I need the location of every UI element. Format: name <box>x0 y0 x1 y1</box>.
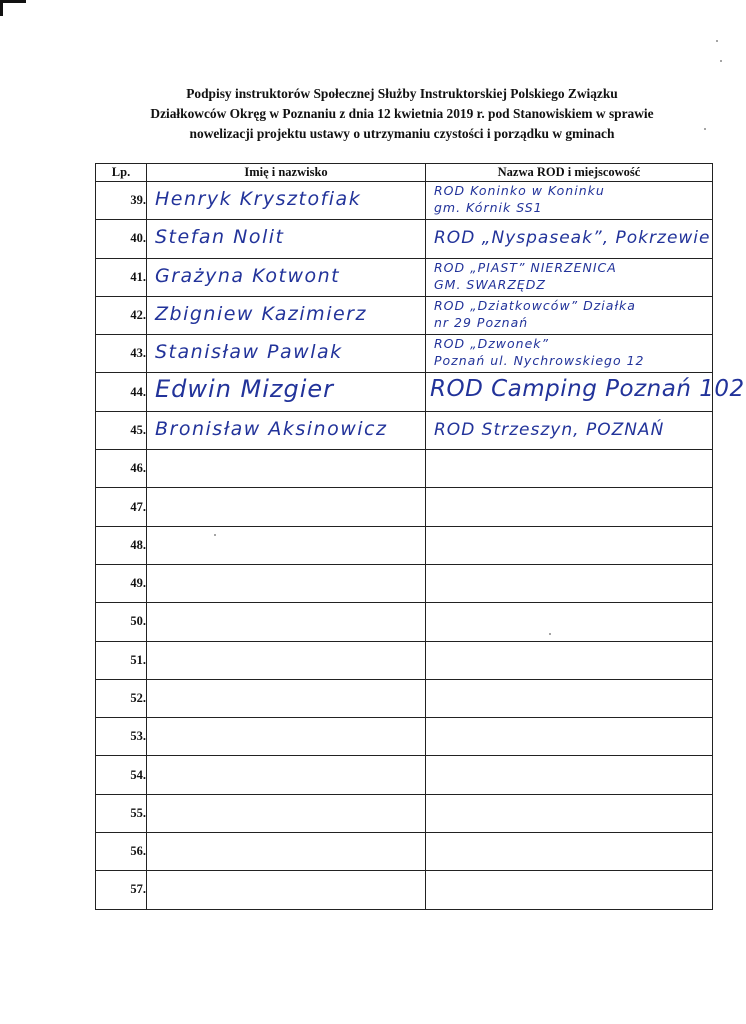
row-number: 44. <box>96 373 147 411</box>
handwritten-rod-line: gm. Kórnik SS1 <box>434 200 543 215</box>
rod-cell <box>426 871 713 909</box>
handwritten-name: Stefan Nolit <box>155 226 285 249</box>
handwritten-rod-line: Poznań ul. Nychrowskiego 12 <box>434 353 645 369</box>
column-header-rod: Nazwa ROD i miejscowość <box>426 164 713 182</box>
table-row <box>96 258 713 296</box>
row-number: 41. <box>96 258 147 296</box>
handwritten-rod-line: GM. SWARZĘDZ <box>434 276 546 292</box>
rod-cell <box>426 679 713 717</box>
scan-speck <box>720 60 722 62</box>
table-row <box>96 794 713 832</box>
rod-cell <box>426 756 713 794</box>
name-cell <box>147 526 426 564</box>
name-cell <box>147 220 426 258</box>
name-cell <box>147 641 426 679</box>
rod-cell <box>426 526 713 564</box>
handwritten-rod-line: ROD „Dzwonek” <box>434 336 549 352</box>
table-row <box>96 641 713 679</box>
rod-cell <box>426 641 713 679</box>
name-cell <box>147 450 426 488</box>
rod-cell <box>426 335 713 373</box>
table-row <box>96 220 713 258</box>
row-number: 43. <box>96 335 147 373</box>
handwritten-name: Zbigniew Kazimierz <box>155 302 367 325</box>
rod-cell <box>426 488 713 526</box>
name-cell <box>147 296 426 334</box>
row-number: 53. <box>96 718 147 756</box>
row-number: 52. <box>96 679 147 717</box>
handwritten-name: Bronisław Aksinowicz <box>155 417 388 440</box>
row-number: 55. <box>96 794 147 832</box>
handwritten-name: Henryk Krysztofiak <box>155 188 362 210</box>
name-cell <box>147 871 426 909</box>
row-number: 42. <box>96 296 147 334</box>
header-line-2: Działkowców Okręg w Poznaniu z dnia 12 kwietnia 2019 r. pod Stanowiskiem w sprawie <box>150 106 654 121</box>
table-row <box>96 756 713 794</box>
row-number: 49. <box>96 564 147 602</box>
handwritten-rod-line: nr 29 Poznań <box>434 314 529 330</box>
row-number: 40. <box>96 220 147 258</box>
rod-cell <box>426 450 713 488</box>
rod-cell <box>426 718 713 756</box>
table-row <box>96 450 713 488</box>
name-cell <box>147 335 426 373</box>
table-row <box>96 488 713 526</box>
row-number: 50. <box>96 603 147 641</box>
name-cell <box>147 182 426 220</box>
name-cell <box>147 794 426 832</box>
table-row <box>96 603 713 641</box>
signature-table <box>95 163 745 910</box>
column-header-name: Imię i nazwisko <box>147 164 426 182</box>
table-body <box>96 182 745 910</box>
rod-cell <box>426 296 713 334</box>
rod-cell <box>426 603 713 641</box>
row-number: 51. <box>96 641 147 679</box>
scan-speck <box>716 40 718 42</box>
header-line-1: Podpisy instruktorów Społecznej Służby Instruktorskiej Polskiego Związku <box>186 86 618 101</box>
rod-cell <box>426 411 713 449</box>
handwritten-rod-line: ROD Strzeszyn, POZNAŃ <box>434 419 665 440</box>
name-cell <box>147 373 426 411</box>
table-row <box>96 679 713 717</box>
table-header-row <box>96 164 713 182</box>
table-row <box>96 373 713 411</box>
rod-cell <box>426 794 713 832</box>
handwritten-rod-line: ROD „Dziatkowców” Działka <box>434 297 636 313</box>
row-number: 48. <box>96 526 147 564</box>
handwritten-rod-line: ROD „Nyspaseak”, Pokrzewie <box>434 228 711 249</box>
scan-corner-mark <box>0 0 26 3</box>
name-cell <box>147 679 426 717</box>
rod-cell <box>426 373 745 411</box>
table-row <box>96 833 713 871</box>
table-row <box>96 411 713 449</box>
handwritten-name: Grażyna Kotwont <box>155 264 341 287</box>
column-header-lp: Lp. <box>96 164 147 182</box>
row-number: 39. <box>96 182 147 220</box>
handwritten-rod-line: ROD Camping Poznań 102 <box>430 376 745 403</box>
handwritten-rod-line: ROD „PIAST” NIERZENICA <box>434 259 617 275</box>
header-line-3: nowelizacji projektu ustawy o utrzymaniu czystości i porządku w gminach <box>189 126 615 141</box>
name-cell <box>147 411 426 449</box>
table-row <box>96 718 713 756</box>
name-cell <box>147 258 426 296</box>
table-row <box>96 296 713 334</box>
name-cell <box>147 488 426 526</box>
row-number: 45. <box>96 411 147 449</box>
rod-cell <box>426 182 713 220</box>
rod-cell <box>426 564 713 602</box>
row-number: 46. <box>96 450 147 488</box>
name-cell <box>147 564 426 602</box>
row-number: 54. <box>96 756 147 794</box>
scan-speck <box>704 128 706 130</box>
handwritten-name: Edwin Mizgier <box>155 375 335 404</box>
handwritten-name: Stanisław Pawlak <box>155 341 343 364</box>
rod-cell <box>426 220 713 258</box>
table-row <box>96 182 713 220</box>
table-row <box>96 564 713 602</box>
name-cell <box>147 718 426 756</box>
row-number: 47. <box>96 488 147 526</box>
name-cell <box>147 833 426 871</box>
table-row <box>96 526 713 564</box>
table-row <box>96 335 713 373</box>
table-row <box>96 871 713 909</box>
name-cell <box>147 603 426 641</box>
rod-cell <box>426 258 713 296</box>
document-header <box>112 84 692 144</box>
row-number: 56. <box>96 833 147 871</box>
handwritten-rod-line: ROD Koninko w Koninku <box>434 183 605 198</box>
rod-cell <box>426 833 713 871</box>
row-number: 57. <box>96 871 147 909</box>
name-cell <box>147 756 426 794</box>
